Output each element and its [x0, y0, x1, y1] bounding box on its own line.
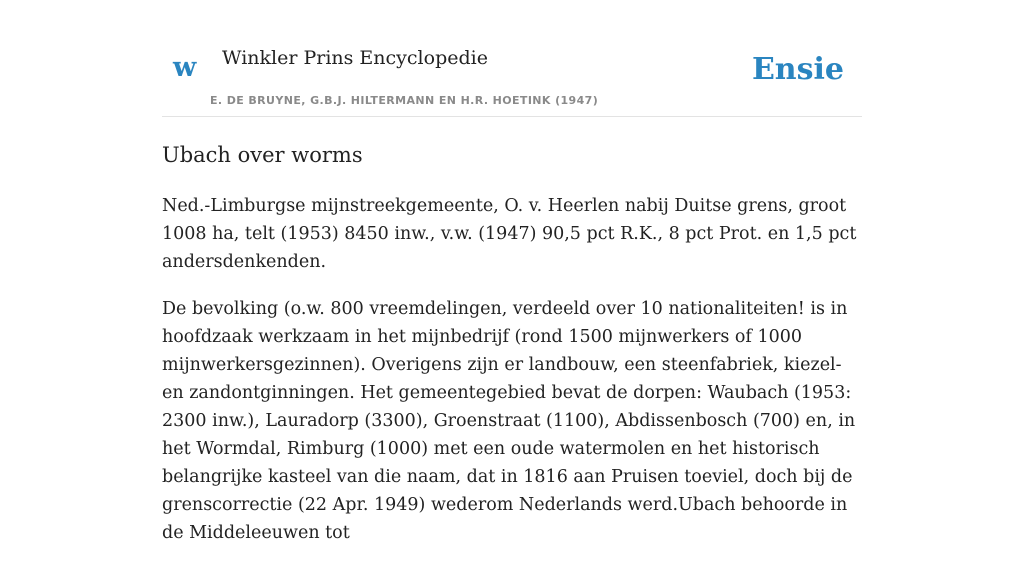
publication-authors: E. DE BRUYNE, G.B.J. HILTERMANN EN H.R. HOETINK (1947) — [210, 94, 599, 107]
site-header — [162, 0, 862, 117]
article-title: Ubach over worms — [162, 143, 363, 167]
publication-title[interactable]: Winkler Prins Encyclopedie — [222, 47, 488, 69]
article-paragraph: Ned.-Limburgse mijnstreekgemeente, O. v. Heerlen nabij Duitse grens, groot 1008 ha, telt (1953) 8450 inw., v.w. (1947) 90,5 pct R.K., 8 pct Prot. en 1,5 pct andersdenkenden. — [162, 196, 857, 272]
logo-icon[interactable]: w — [173, 52, 197, 83]
article-paragraph: De bevolking (o.w. 800 vreemdelingen, verdeeld over 10 nationaliteiten! is in hoofdzaak werkzaam in het mijnbedrijf (rond 1500 mijnwerkers of 1000 mijnwerkersgezinnen). Overigens zijn er landbouw, een steenfabriek, kiezel- en zandontginningen. Het gemeentegebied bevat de dorpen: Waubach (1953: 2300 inw.), Lauradorp (3300), Groenstraat (1100), Abdissenbosch (700) en, in het Wormdal, Rimburg (1000) met een oude watermolen en het historisch belangrijke kasteel van die naam, dat in 1816 aan Pruisen toeviel, doch bij de grenscorrectie (22 Apr. 1949) wederom Nederlands werd.Ubach behoorde in de Middeleeuwen tot — [162, 299, 856, 543]
brand-logo[interactable]: Ensie — [751, 52, 844, 87]
article-body — [162, 192, 862, 566]
